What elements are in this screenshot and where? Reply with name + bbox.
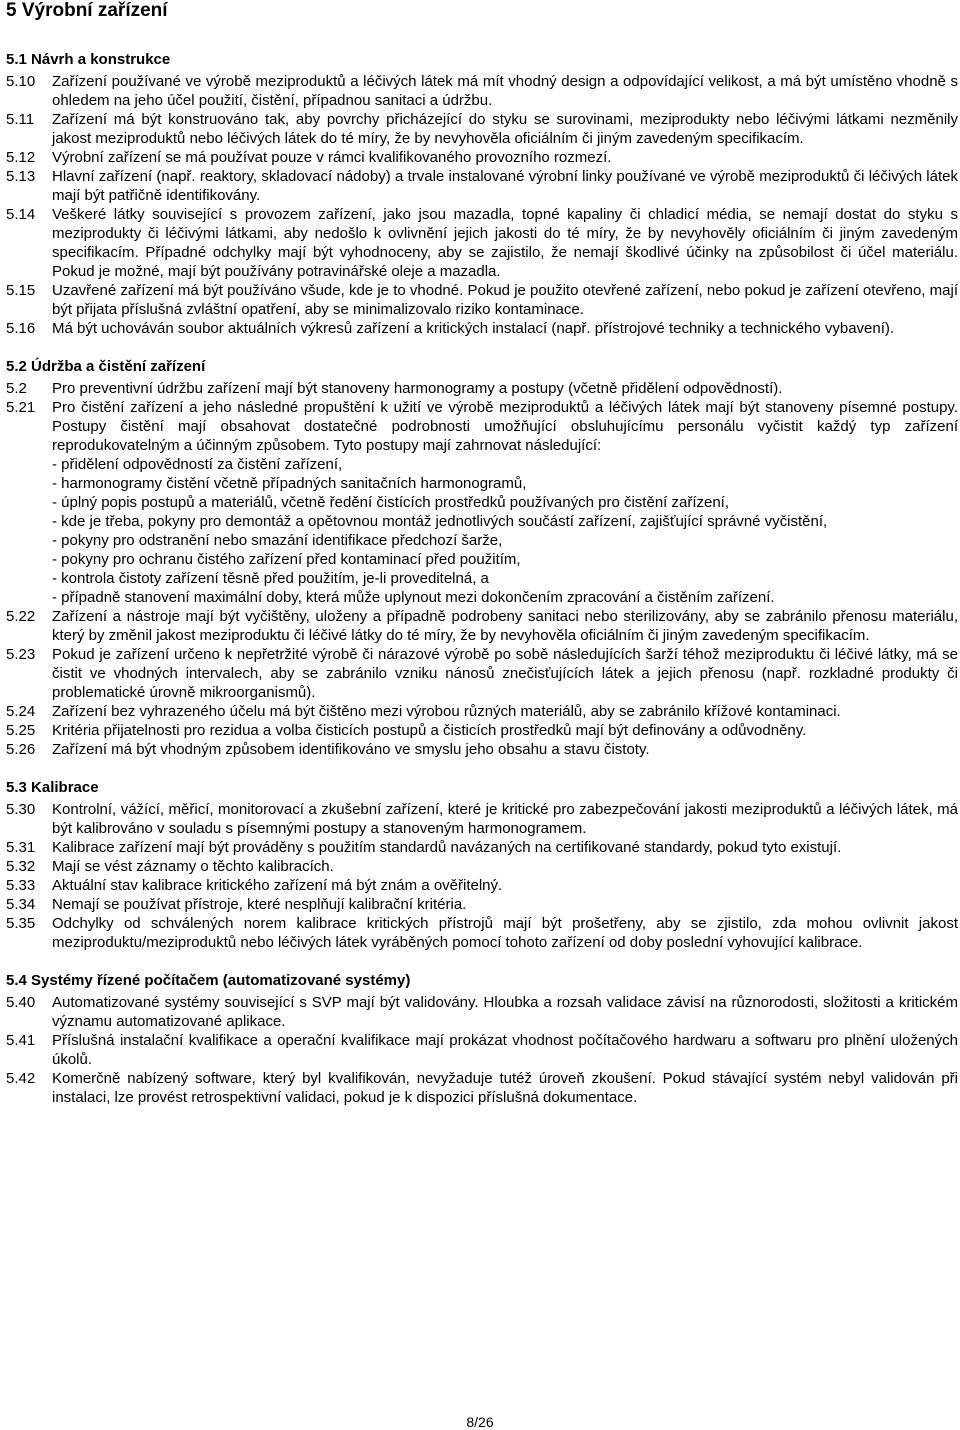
clause-text xyxy=(52,993,958,1031)
clause-number: 5.10 xyxy=(6,73,36,90)
clause-paragraph: Kontrolní, vážící, měřicí, monitorovací a zkušební zařízení, které je kritické pro zabezpečování jakosti meziproduktů a léčivých látek, má být kalibrováno v souladu s písemnými postupy a stanoveným harmonogramem. xyxy=(52,801,958,837)
clause-number: 5.23 xyxy=(6,646,36,663)
section-heading: 5.4 Systémy řízené počítačem (automatizované systémy) xyxy=(6,972,411,989)
clause-item xyxy=(6,319,958,338)
clause-paragraph: Zařízení bez vyhrazeného účelu má být čištěno mezi výrobou různých materiálů, aby se zabránilo křížové kontaminaci. xyxy=(52,703,841,720)
clause-item xyxy=(6,281,958,319)
clause-text xyxy=(52,110,958,148)
clause-item xyxy=(6,702,958,721)
clause-item xyxy=(6,895,958,914)
clause-item xyxy=(6,167,958,205)
clause-paragraph: Uzavřené zařízení má být používáno všude, kde je to vhodné. Pokud je použito otevřené zařízení, nebo pokud je zařízení otevřeno, mají být přijata příslušná zvláštní opatření, aby se minimalizovalo riziko kontaminace. xyxy=(52,282,958,318)
clause-text xyxy=(52,1069,958,1107)
bullet-item: - pokyny pro ochranu čistého zařízení před kontaminací před použitím, xyxy=(52,551,521,568)
clause-text xyxy=(52,72,958,110)
clause-number: 5.25 xyxy=(6,722,36,739)
clause-text xyxy=(52,857,958,876)
clause-item xyxy=(6,148,958,167)
clause-number: 5.40 xyxy=(6,994,36,1011)
clause-number: 5.12 xyxy=(6,149,36,166)
clause-text xyxy=(52,645,958,702)
clause-number: 5.26 xyxy=(6,741,36,758)
clause-item xyxy=(6,857,958,876)
clause-text xyxy=(52,876,958,895)
clause-number: 5.2 xyxy=(6,380,27,397)
clause-paragraph: Pro čistění zařízení a jeho následné propuštění k užití ve výrobě meziproduktů a léčivých látek mají být stanoveny písemné postupy. Postupy čistění mají obsahovat dostatečné podrobnosti umožňující obsluhujícímu personálu vyčistit každý typ zařízení reprodukovatelným a účinným způsobem. Tyto postupy mají zahrnovat následující: xyxy=(52,399,958,454)
clause-number: 5.30 xyxy=(6,801,36,818)
clause-text xyxy=(52,607,958,645)
clause-number: 5.15 xyxy=(6,282,36,299)
clause-number: 5.14 xyxy=(6,206,36,223)
clause-paragraph: Aktuální stav kalibrace kritického zařízení má být znám a ověřitelný. xyxy=(52,877,503,894)
clause-paragraph: Odchylky od schválených norem kalibrace kritických přístrojů mají být prošetřeny, aby se zjistilo, zda mohou ovlivnit jakost meziproduktu/meziproduktů nebo léčivých látek vyráběných pomocí tohoto zařízení od doby poslední vyhovující kalibrace. xyxy=(52,915,958,951)
section-heading: 5.1 Návrh a konstrukce xyxy=(6,51,171,68)
bullet-item: - případně stanovení maximální doby, která může uplynout mezi dokončením zpracování a čistěním zařízení. xyxy=(52,589,775,606)
clause-number: 5.32 xyxy=(6,858,36,875)
clause-item xyxy=(6,72,958,110)
clause-paragraph: Zařízení používané ve výrobě meziproduktů a léčivých látek má mít vhodný design a odpovídající velikost, a má být umístěno vhodně s ohledem na jeho účel použití, čistění, případnou sanitaci a údržbu. xyxy=(52,73,958,109)
clause-item xyxy=(6,1069,958,1107)
clause-paragraph: Zařízení a nástroje mají být vyčištěny, uloženy a případně podrobeny sanitaci nebo sterilizovány, aby se zabránilo přenosu materiálu, který by změnil jakost meziproduktu či léčivé látky do té míry, že by nevyhověla oficiálním či jiným zavedeným specifikacím. xyxy=(52,608,958,644)
clause-text xyxy=(52,800,958,838)
section-heading: 5.2 Údržba a čistění zařízení xyxy=(6,358,206,375)
clause-text xyxy=(52,148,958,167)
clause-paragraph: Výrobní zařízení se má používat pouze v rámci kvalifikovaného provozního rozmezí. xyxy=(52,149,612,166)
clause-paragraph: Příslušná instalační kvalifikace a operační kvalifikace mají prokázat vhodnost počítačového hardwaru a softwaru pro plnění uložených úkolů. xyxy=(52,1032,958,1068)
clause-number: 5.31 xyxy=(6,839,36,856)
bullet-item: - úplný popis postupů a materiálů, včetně ředění čistících prostředků používaných pro čistění zařízení, xyxy=(52,494,730,511)
clause-number: 5.24 xyxy=(6,703,36,720)
clause-paragraph: Mají se vést záznamy o těchto kalibracích. xyxy=(52,858,334,875)
bullet-item: - kde je třeba, pokyny pro demontáž a opětovnou montáž jednotlivých součástí zařízení, zajišťující správné vyčistění, xyxy=(52,513,828,530)
clause-text xyxy=(52,205,958,281)
clause-text xyxy=(52,721,958,740)
clause-item xyxy=(6,607,958,645)
clause-number: 5.11 xyxy=(6,111,35,128)
document-body xyxy=(6,50,958,1107)
clause-item xyxy=(6,740,958,759)
clause-number: 5.42 xyxy=(6,1070,36,1087)
clause-item xyxy=(6,721,958,740)
clause-item xyxy=(6,914,958,952)
clause-item xyxy=(6,110,958,148)
clause-paragraph: Hlavní zařízení (např. reaktory, skladovací nádoby) a trvale instalované výrobní linky používané ve výrobě meziproduktů či léčivých látek mají být patřičně identifikovány. xyxy=(52,168,958,204)
bullet-item: - pokyny pro odstranění nebo smazání identifikace předchozí šarže, xyxy=(52,532,503,549)
clause-paragraph: Má být uchováván soubor aktuálních výkresů zařízení a kritických instalací (např. přístrojové techniky a technického vybavení). xyxy=(52,320,895,337)
clause-paragraph: Kalibrace zařízení mají být prováděny s použitím standardů navázaných na certifikované standardy, pokud tyto existují. xyxy=(52,839,842,856)
clause-paragraph: Zařízení má být konstruováno tak, aby povrchy přicházející do styku se surovinami, meziprodukty nebo léčivými látkami nezměnily jakost meziproduktů nebo léčivých látek do té míry, že by nevyhověla oficiálním či jiným zavedeným specifikacím. xyxy=(52,111,958,147)
clause-text xyxy=(52,740,958,759)
clause-number: 5.34 xyxy=(6,896,36,913)
clause-number: 5.41 xyxy=(6,1032,36,1049)
clause-paragraph: Pokud je zařízení určeno k nepřetržité výrobě či nárazové výrobě po sobě následujících šarží téhož meziproduktu či léčivé látky, má se čistit ve vhodných intervalech, aby se zabránilo vzniku nánosů znečisťujících látek a jejich přenosu (např. rozkladné produkty či problematické úrovně mikroorganismů). xyxy=(52,646,958,701)
clause-paragraph: Veškeré látky související s provozem zařízení, jako jsou mazadla, topné kapaliny či chladicí média, se nemají dostat do styku s meziprodukty či léčivými látkami, aby nedošlo k ovlivnění jejich jakosti do té míry, že by nevyhověly oficiálním či jiným zavedeným specifikacím. Případné odchylky mají být vyhodnoceny, aby se zajistilo, že nemají škodlivé účinky na způsobilost či účel materiálu. Pokud je možné, mají být používány potravinářské oleje a mazadla. xyxy=(52,206,958,280)
clause-item xyxy=(6,645,958,702)
clause-text xyxy=(52,895,958,914)
clause-item xyxy=(6,205,958,281)
clause-paragraph: Zařízení má být vhodným způsobem identifikováno ve smyslu jeho obsahu a stavu čistoty. xyxy=(52,741,650,758)
clause-text xyxy=(52,167,958,205)
clause-paragraph: Komerčně nabízený software, který byl kvalifikován, nevyžaduje tutéž úroveň zkoušení. Pokud stávající systém nebyl validován při instalaci, lze provést retrospektivní validaci, pokud je k dispozici příslušná dokumentace. xyxy=(52,1070,958,1106)
bullet-item: - harmonogramy čistění včetně případných sanitačních harmonogramů, xyxy=(52,475,527,492)
clause-paragraph: Kritéria přijatelnosti pro rezidua a volba čisticích postupů a čisticích prostředků mají být definovány a odůvodněny. xyxy=(52,722,807,739)
clause-number: 5.16 xyxy=(6,320,36,337)
clause-number: 5.33 xyxy=(6,877,36,894)
document-page xyxy=(6,0,958,1107)
clause-paragraph: Pro preventivní údržbu zařízení mají být stanoveny harmonogramy a postupy (včetně přidělení odpovědností). xyxy=(52,380,783,397)
clause-item xyxy=(6,838,958,857)
clause-text xyxy=(52,702,958,721)
clause-text xyxy=(52,838,958,857)
clause-text xyxy=(52,379,958,398)
bullet-item: - kontrola čistoty zařízení těsně před použitím, je-li proveditelná, a xyxy=(52,570,489,587)
clause-number: 5.13 xyxy=(6,168,36,185)
section-heading: 5.3 Kalibrace xyxy=(6,779,99,796)
clause-item xyxy=(6,1031,958,1069)
clause-number: 5.22 xyxy=(6,608,36,625)
clause-number: 5.35 xyxy=(6,915,36,932)
clause-item xyxy=(6,993,958,1031)
clause-number: 5.21 xyxy=(6,399,36,416)
clause-item xyxy=(6,379,958,398)
clause-item xyxy=(6,800,958,838)
clause-paragraph: Automatizované systémy související s SVP mají být validovány. Hloubka a rozsah validace závisí na různorodosti, složitosti a kritickém významu automatizované aplikace. xyxy=(52,994,958,1030)
clause-item xyxy=(6,398,958,607)
clause-text xyxy=(52,1031,958,1069)
page-number: 8/26 xyxy=(466,1414,494,1430)
clause-text xyxy=(52,281,958,319)
clause-text xyxy=(52,319,958,338)
page-title: 5 Výrobní zařízení xyxy=(6,0,168,21)
clause-item xyxy=(6,876,958,895)
bullet-item: - přidělení odpovědností za čistění zařízení, xyxy=(52,456,343,473)
clause-paragraph: Nemají se používat přístroje, které nesplňují kalibrační kritéria. xyxy=(52,896,467,913)
clause-text xyxy=(52,914,958,952)
clause-text xyxy=(52,398,958,607)
